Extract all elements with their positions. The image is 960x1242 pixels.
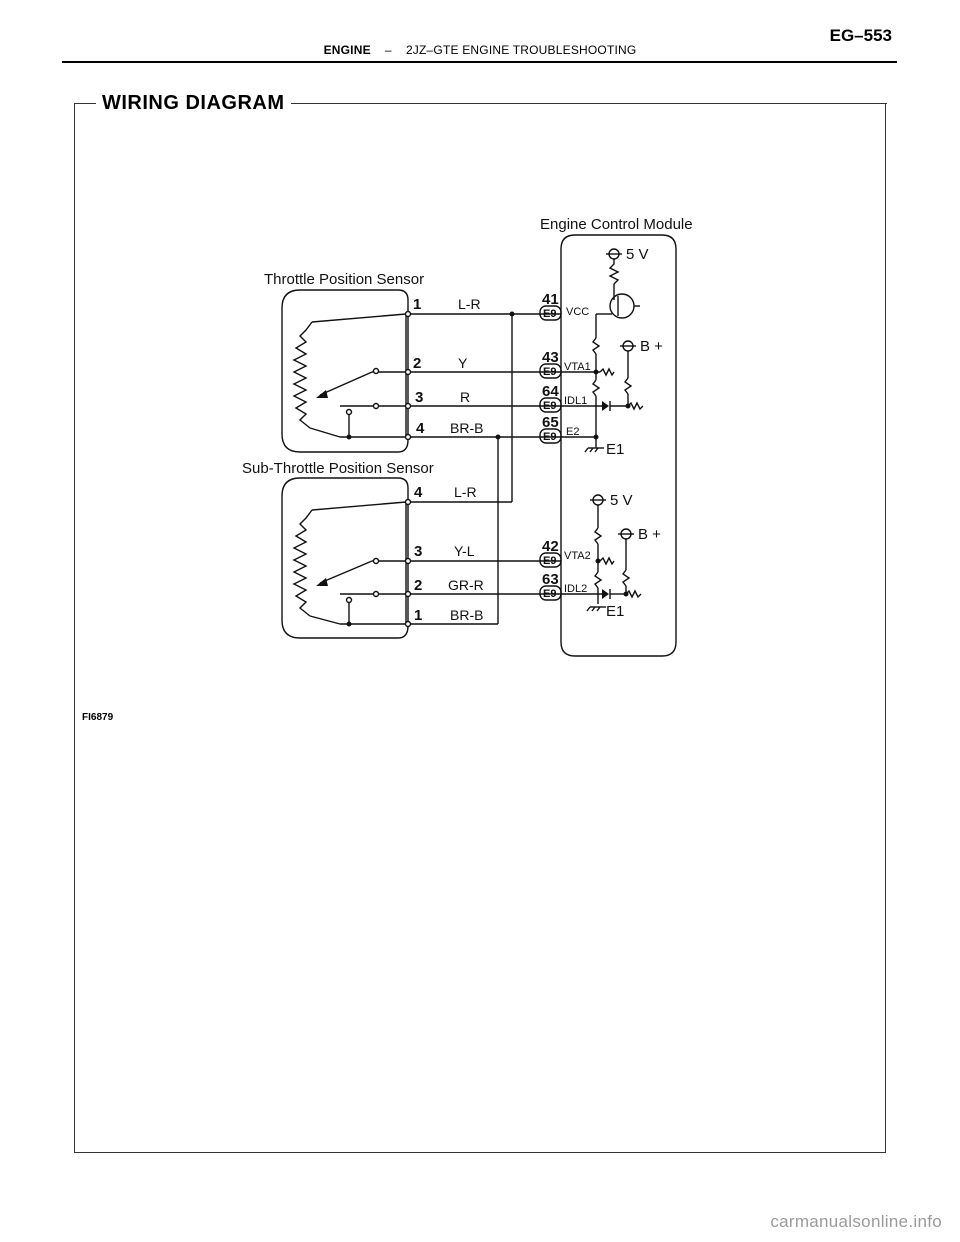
section-title: WIRING DIAGRAM xyxy=(96,92,291,115)
ecm-term-64-num: 64 xyxy=(542,383,559,400)
tps-pin-2: 2 xyxy=(413,355,422,372)
header-section: ENGINE xyxy=(323,43,371,57)
ecm-term-65-conn: E9 xyxy=(543,431,557,443)
page-number: EG–553 xyxy=(829,26,892,45)
sub-tps-wire-3: Y-L xyxy=(454,543,475,559)
sub-tps-pin-4: 4 xyxy=(414,484,423,501)
tps-pin-1: 1 xyxy=(413,296,422,313)
sub-tps-wire-2: GR-R xyxy=(448,577,484,593)
ecm-term-64-name: IDL1 xyxy=(564,395,588,407)
ecm-term-41-conn: E9 xyxy=(543,308,557,320)
watermark: carmanualsonline.info xyxy=(770,1212,942,1231)
ecm-bplus-lower: B + xyxy=(638,526,661,543)
ecm-term-41-num: 41 xyxy=(542,291,559,308)
tps-pin-3: 3 xyxy=(415,389,424,406)
sub-tps-wire-4: L-R xyxy=(454,484,477,500)
ecm-term-42-conn: E9 xyxy=(543,555,557,567)
ecm-term-65-name: E2 xyxy=(566,426,580,438)
ecm-term-63-name: IDL2 xyxy=(564,583,588,595)
header-separator: – xyxy=(384,43,392,57)
figure-id: FI6879 xyxy=(82,712,114,723)
ecm-term-43-conn: E9 xyxy=(543,366,557,378)
ecm-term-64-conn: E9 xyxy=(543,400,557,412)
ecm-term-43-name: VTA1 xyxy=(564,361,591,373)
ecm-term-63-num: 63 xyxy=(542,571,559,588)
tps-pin-4: 4 xyxy=(416,420,425,437)
sub-tps-wire-1: BR-B xyxy=(450,607,484,623)
ecm-label: Engine Control Module xyxy=(540,216,693,233)
sub-tps-pin-2: 2 xyxy=(414,577,423,594)
sub-tps-label: Sub-Throttle Position Sensor xyxy=(242,460,434,477)
ecm-term-65-num: 65 xyxy=(542,414,559,431)
ecm-term-42-name: VTA2 xyxy=(564,550,591,562)
ecm-e1-upper: E1 xyxy=(606,441,625,458)
sub-tps-housing xyxy=(282,478,408,638)
tps-wire-2: Y xyxy=(458,355,468,371)
ecm-e1-lower: E1 xyxy=(606,603,625,620)
tps-label: Throttle Position Sensor xyxy=(264,271,425,288)
ecm-term-63-conn: E9 xyxy=(543,588,557,600)
sub-tps-pin-3: 3 xyxy=(414,543,423,560)
sub-tps-resistor xyxy=(294,510,312,616)
ecm-term-42-num: 42 xyxy=(542,538,559,555)
header-subtitle: 2JZ–GTE ENGINE TROUBLESHOOTING xyxy=(405,43,637,57)
ecm-5v-upper: 5 V xyxy=(626,246,649,263)
ecm-bplus-upper: B + xyxy=(640,338,663,355)
tps-wire-1: L-R xyxy=(458,296,481,312)
tps-resistor xyxy=(294,322,312,428)
ecm-term-41-name: VCC xyxy=(566,306,590,318)
ecm-5v-lower: 5 V xyxy=(610,492,633,509)
tps-housing xyxy=(282,290,408,452)
sub-tps-pin-1: 1 xyxy=(414,607,423,624)
tps-wire-4: BR-B xyxy=(450,420,484,436)
tps-wire-3: R xyxy=(460,389,471,405)
ecm-term-43-num: 43 xyxy=(542,349,559,366)
